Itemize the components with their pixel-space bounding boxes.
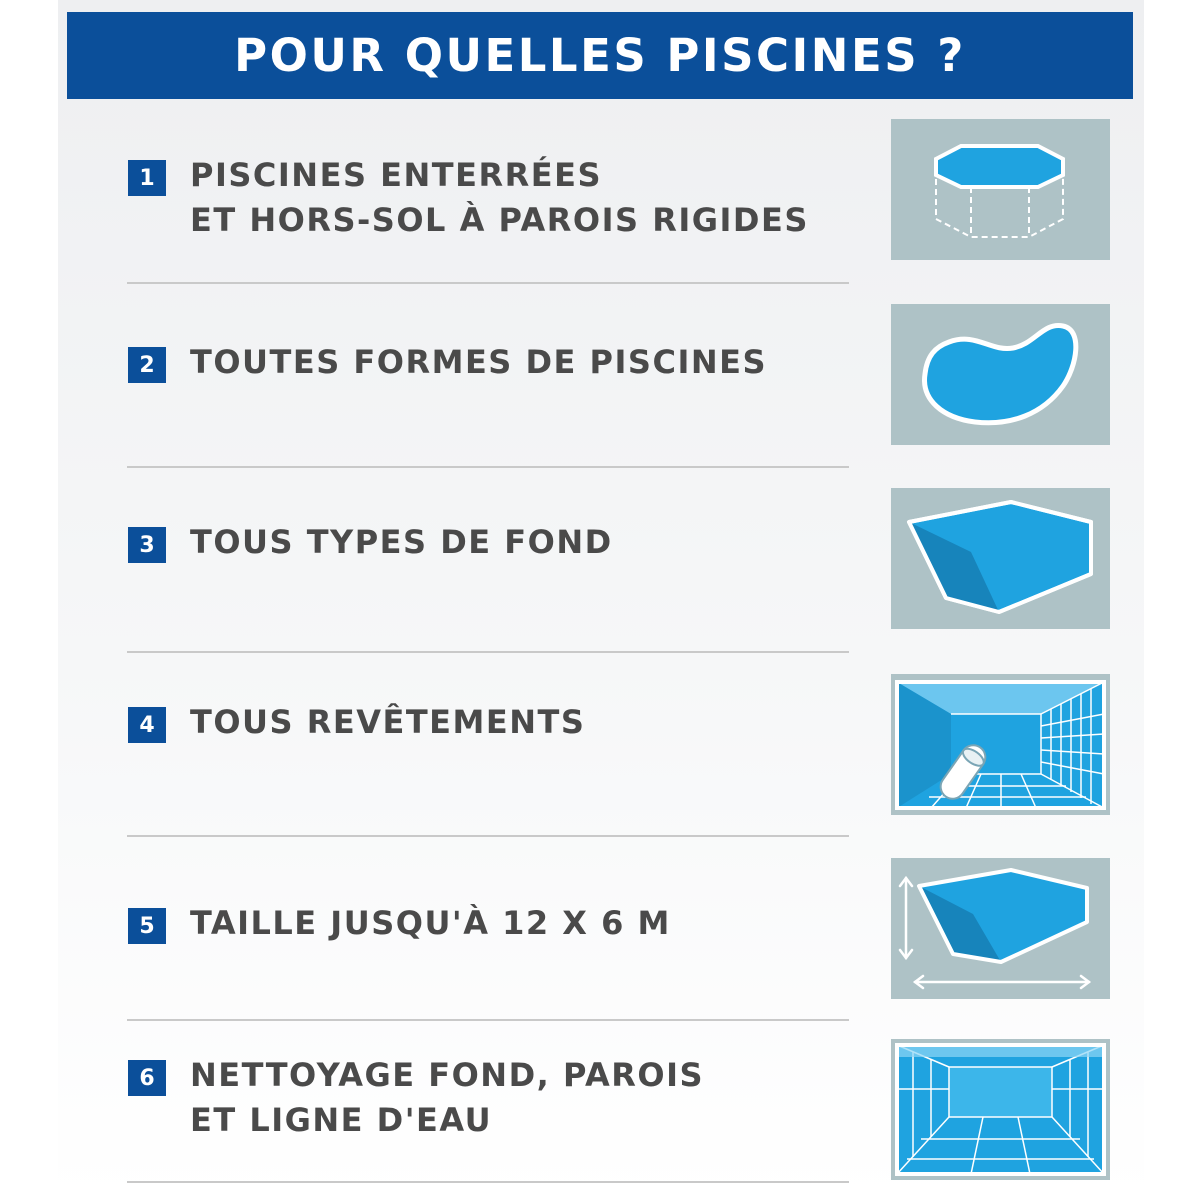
- header-banner: [67, 12, 1133, 99]
- page-title: POUR QUELLES PISCINES ?: [234, 29, 966, 82]
- item-label-line2: ET HORS-SOL À PAROIS RIGIDES: [190, 201, 809, 239]
- tiled-pool-interior-icon: [891, 674, 1110, 815]
- item-number-badge: 2: [128, 347, 166, 383]
- item-label-line1: TOUS REVÊTEMENTS: [190, 703, 586, 741]
- item-label-line1: NETTOYAGE FOND, PAROIS: [190, 1056, 705, 1094]
- item-label-line1: TOUS TYPES DE FOND: [190, 523, 613, 561]
- pool-floor-shapes-icon: [891, 488, 1110, 629]
- divider: [127, 466, 849, 468]
- item-number-badge: 5: [128, 908, 166, 944]
- item-number-badge: 3: [128, 527, 166, 563]
- pool-walls-waterline-icon: [891, 1039, 1110, 1180]
- item-number-badge: 6: [128, 1060, 166, 1096]
- divider: [127, 835, 849, 837]
- pool-size-dimensions-icon: [891, 858, 1110, 999]
- divider: [127, 1181, 849, 1183]
- item-label-line1: TAILLE JUSQU'À 12 X 6 M: [190, 904, 671, 942]
- kidney-pool-icon: [891, 304, 1110, 445]
- octagonal-pool-icon: [891, 119, 1110, 260]
- item-label-line1: PISCINES ENTERRÉES: [190, 156, 602, 194]
- item-label-line2: ET LIGNE D'EAU: [190, 1101, 493, 1139]
- item-number-badge: 4: [128, 707, 166, 743]
- item-label-line1: TOUTES FORMES DE PISCINES: [190, 343, 768, 381]
- item-number-badge: 1: [128, 160, 166, 196]
- divider: [127, 651, 849, 653]
- divider: [127, 282, 849, 284]
- divider: [127, 1019, 849, 1021]
